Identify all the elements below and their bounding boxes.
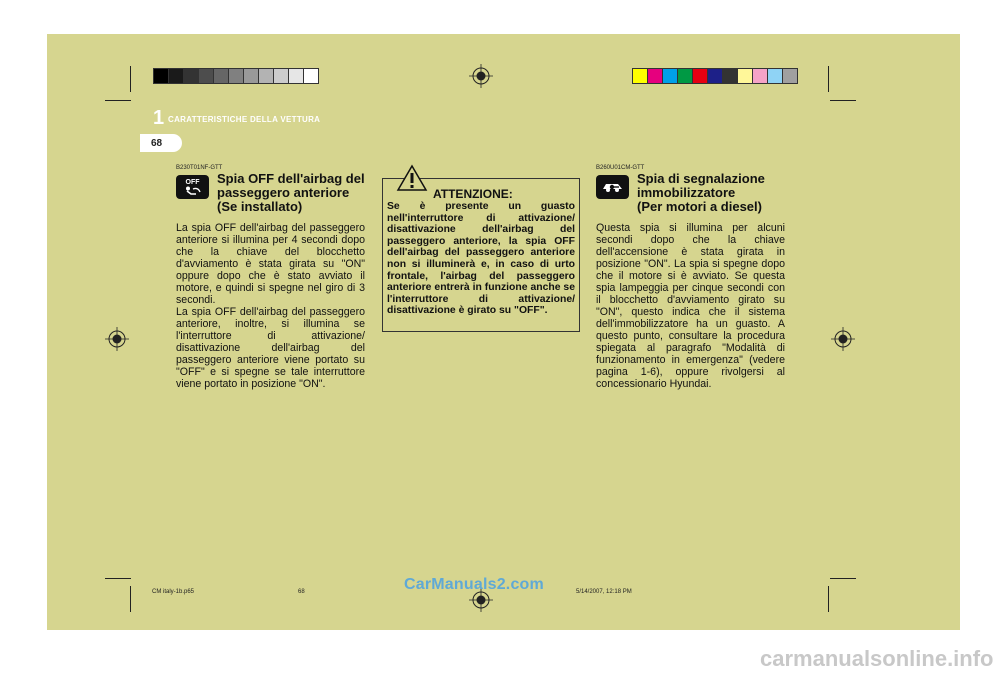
- immobilizer-key-icon: [596, 175, 629, 199]
- color-swatch: [274, 69, 289, 83]
- heading-line: immobilizzatore: [637, 185, 736, 200]
- section-heading: [637, 172, 787, 214]
- color-swatch: [753, 69, 768, 83]
- heading-line: (Per motori a diesel): [637, 199, 762, 214]
- crop-mark: [830, 578, 856, 579]
- color-swatch: [648, 69, 663, 83]
- color-swatch: [199, 69, 214, 83]
- footer-file: CM italy-1b.p65: [152, 589, 195, 595]
- footer-datetime: 5/14/2007, 12:18 PM: [576, 589, 632, 595]
- section-code: B260U01CM-GTT: [596, 165, 645, 171]
- section-code: B230T01NF-GTT: [176, 165, 223, 171]
- color-swatch: [693, 69, 708, 83]
- seated-person-icon: [184, 186, 202, 196]
- color-swatch: [708, 69, 723, 83]
- color-swatch: [633, 69, 648, 83]
- color-swatch: [289, 69, 304, 83]
- section-body: [176, 222, 365, 390]
- color-swatch: [723, 69, 738, 83]
- watermark-bottom[interactable]: carmanualsonline.info: [760, 646, 994, 671]
- color-swatch: [214, 69, 229, 83]
- section-heading: [217, 172, 367, 214]
- color-swatch: [244, 69, 259, 83]
- crop-mark: [830, 100, 856, 101]
- heading-line: Spia OFF dell'airbag del: [217, 171, 365, 186]
- footer-page: 68: [298, 589, 305, 595]
- color-swatch: [184, 69, 199, 83]
- chapter-title: CARATTERISTICHE DELLA VETTURA: [168, 115, 321, 124]
- color-swatch: [783, 69, 797, 83]
- crop-mark: [130, 586, 131, 612]
- crop-mark: [130, 66, 131, 92]
- registration-mark-icon: [831, 327, 855, 351]
- airbag-off-icon-text: OFF: [185, 178, 200, 186]
- color-swatch: [768, 69, 783, 83]
- watermark-top[interactable]: CarManuals2.com: [404, 576, 544, 593]
- color-swatch: [169, 69, 184, 83]
- color-bar-left: [153, 68, 319, 84]
- color-swatch: [663, 69, 678, 83]
- heading-line: (Se installato): [217, 199, 303, 214]
- heading-line: passeggero anteriore: [217, 185, 350, 200]
- warning-text: Se è presente un guasto nell'interruttore di attivazione/ disattivazione dell'airbag del passeggero anteriore, la spia OFF dell'airbag del passeggero anteriore non si illuminerà e, in caso di urto frontale, l'airbag del passeggero anteriore entrerà in funzione anche se l'interruttore di attivazione/ disattivazione è girato su "OFF".: [387, 201, 575, 317]
- registration-mark-icon: [469, 64, 493, 88]
- color-bar-right: [632, 68, 798, 84]
- warning-box: [382, 178, 580, 332]
- paragraph: La spia OFF dell'airbag del passeggero anteriore si illumina per 4 secondi dopo che la chiave del blocchetto d'avviamento è stata girata su "ON" oppure dopo che è stato avviato il motore, e quindi si spegne nel giro di 3 secondi.: [176, 222, 365, 306]
- warning-triangle-icon: [397, 165, 427, 191]
- color-swatch: [154, 69, 169, 83]
- section-body: [596, 222, 785, 390]
- color-swatch: [229, 69, 244, 83]
- airbag-off-icon: [176, 175, 209, 199]
- color-swatch: [304, 69, 318, 83]
- crop-mark: [105, 100, 131, 101]
- crop-mark: [105, 578, 131, 579]
- crop-mark: [828, 66, 829, 92]
- heading-line: Spia di segnalazione: [637, 171, 765, 186]
- crop-mark: [828, 586, 829, 612]
- color-swatch: [678, 69, 693, 83]
- paragraph: La spia OFF dell'airbag del passeggero anteriore, inoltre, si illumina se l'interruttore di attivazione/ disattivazione dell'airbag del passeggero anteriore viene portato su "OFF" e si spegne se tale interruttore viene portato in posizione "ON".: [176, 306, 365, 390]
- chapter-number: 1: [153, 107, 165, 129]
- registration-mark-icon: [105, 327, 129, 351]
- paragraph: Questa spia si illumina per alcuni secondi dopo che la chiave dell'accensione è stata girata in posizione "ON". La spia si spegne dopo che il motore si è avviato. Se questa spia lampeggia per cinque secondi con il blocchetto d'avviamento girato su "ON", questo indica che il sistema dell'immobilizzatore ha un guasto. A questo punto, consultare la procedura spiegata al paragrafo "Modalità di funzionamento in emergenza" (vedere pagina 1-6), oppure rivolgersi al concessionario Hyundai.: [596, 222, 785, 390]
- car-key-icon: [601, 180, 625, 194]
- color-swatch: [738, 69, 753, 83]
- page-number: 68: [151, 138, 163, 149]
- warning-title: ATTENZIONE:: [433, 187, 513, 201]
- color-swatch: [259, 69, 274, 83]
